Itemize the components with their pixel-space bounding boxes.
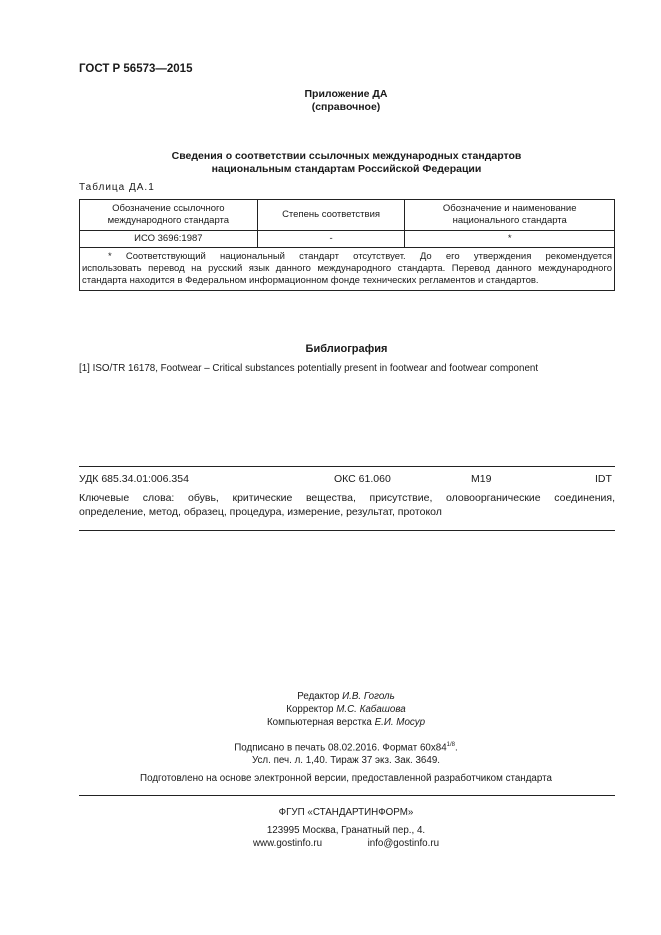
note-line: использовать перевод на русский язык данного международного стандарта. Перевод данного международного [82, 263, 612, 274]
publisher-website[interactable]: www.gostinfo.ru [252, 838, 323, 849]
table-header-cell [80, 200, 258, 231]
keywords-line: Ключевые слова: обувь, критические вещества, присутствие, оловоорганические соединения, [79, 492, 615, 504]
section-title-line1: Сведения о соответствии ссылочных международных стандартов [171, 150, 522, 162]
table-header-cell [257, 200, 405, 231]
corrector-label: Корректор [286, 704, 334, 715]
header-line: Обозначение и наименование [442, 203, 577, 214]
annex-subtitle: (справочное) [311, 101, 381, 113]
table-row [80, 231, 615, 248]
table-label: Таблица ДА.1 [79, 182, 155, 193]
table-cell: ИСО 3696:1987 [80, 231, 258, 248]
table-cell: * [405, 231, 615, 248]
note-line: стандарта находится в Федеральном информационном фонде технических регламентов и стандартов. [82, 275, 539, 286]
signed-text: Подписано в печать 08.02.2016. Формат 60x84 [234, 742, 447, 754]
corrector-name: М.С. Кабашова [336, 704, 406, 715]
table-note [80, 248, 615, 291]
signed-line: Подписано в печать 08.02.2016. Формат $60x84^{1/8}$. [234, 742, 458, 754]
bibliography-title: Библиография [305, 343, 388, 355]
section-title-line2: национальным стандартам Российской Федерации [211, 163, 482, 175]
annex-heading [0, 88, 661, 114]
prepared-line: Подготовлено на основе электронной версии, предоставленной разработчиком стандарта [140, 773, 552, 784]
publisher-address: 123995 Москва, Гранатный пер., 4. [266, 825, 426, 836]
divider [79, 530, 615, 531]
annex-title: Приложение ДА [304, 88, 388, 100]
format-fraction: 1/8 [446, 742, 455, 748]
header-line: Обозначение ссылочного [112, 203, 225, 214]
table-header-row [80, 200, 615, 231]
standard-id: ГОСТ Р 56573—2015 [79, 63, 193, 75]
editor-label: Редактор [297, 691, 340, 702]
note-line: * Соответствующий национальный стандарт отсутствует. До его утверждения рекомендуется [108, 251, 612, 262]
oks-code: ОКС 61.060 [334, 473, 391, 485]
table-note-row [80, 248, 615, 291]
section-title [79, 150, 614, 176]
keywords-line: определение, метод, образец, процедура, измерение, результат, протокол [79, 506, 442, 518]
degree-code: IDT [595, 473, 612, 485]
layout-name: Е.И. Мосур [374, 717, 426, 728]
bibliography-item: [1] ISO/TR 16178, Footwear – Critical substances potentially present in footwear and footwear component [79, 363, 539, 374]
layout-label: Компьютерная верстка [266, 717, 372, 728]
corrector-credit [0, 704, 661, 715]
publisher-contacts [0, 838, 661, 849]
editor-credit [0, 691, 661, 702]
publisher-name: ФГУП «СТАНДАРТИНФОРМ» [278, 807, 414, 818]
editor-name: И.В. Гоголь [342, 691, 395, 702]
print-line: Усл. печ. л. 1,40. Тираж 37 экз. Зак. 3649. [251, 755, 441, 766]
correspondence-table [79, 199, 615, 291]
keywords [79, 491, 615, 519]
udc-code: УДК 685.34.01:006.354 [79, 473, 189, 485]
header-line: международного стандарта [107, 215, 230, 226]
table-header-cell [405, 200, 615, 231]
header-line: Степень соответствия [282, 209, 381, 220]
table-cell: - [257, 231, 405, 248]
header-line: национального стандарта [452, 215, 567, 226]
divider [79, 795, 615, 796]
divider [79, 466, 615, 467]
publisher-email[interactable]: info@gostinfo.ru [367, 838, 440, 849]
layout-credit [0, 717, 661, 728]
classification-code: M19 [471, 473, 492, 485]
